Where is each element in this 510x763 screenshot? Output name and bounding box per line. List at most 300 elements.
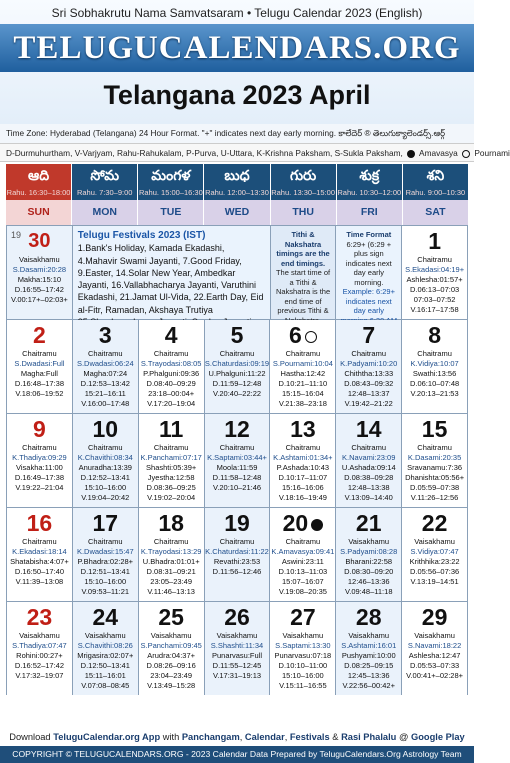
day-durmuhurtham: D.16:49–17:38 [14, 473, 65, 482]
day-time-2: 15:21–16:11 [84, 389, 126, 398]
day-cell-14[interactable] [336, 414, 402, 507]
day-nakshatra: Chiththa:13:33 [344, 369, 394, 378]
day-durmuhurtham: D.10:17–11:07 [278, 473, 328, 482]
day-month: Chaitramu [87, 443, 123, 452]
day-tithi: S.Navami:18:22 [407, 641, 462, 650]
day-month: Vaisakhamu [282, 631, 324, 640]
weekday-header-sat [403, 164, 468, 225]
day-nakshatra: Sravanamu:7:36 [407, 463, 463, 472]
day-nakshatra: Magha:Full [20, 369, 58, 378]
day-time-3: V.19:42–21:22 [344, 399, 393, 408]
download-pre: Download [9, 732, 51, 742]
day-durmuhurtham: D.12:53–13:42 [80, 379, 130, 388]
panchangam-text: Panchangam [181, 732, 240, 742]
day-time-2: D.08:36–09:25 [146, 483, 196, 492]
day-time-3: V.09:48–11:18 [344, 587, 393, 596]
day-number: 2 [33, 322, 46, 348]
day-number: 21 [355, 510, 382, 536]
day-durmuhurtham: D.10:13–11:03 [278, 567, 328, 576]
weekday-english: MON [72, 200, 137, 225]
at-text: @ [398, 732, 409, 742]
weekday-rahu: Rahu. 10:30–12:00 [337, 186, 402, 200]
weekday-telugu: శుక్ర [337, 164, 402, 186]
day-month: Vaisakhamu [19, 255, 60, 264]
weekday-header-sun [6, 164, 72, 225]
day-month: Chaitramu [417, 349, 452, 358]
day-nakshatra: Visakha:11:00 [16, 463, 63, 472]
day-time-2: V.13:19–14:51 [410, 577, 459, 586]
day-number: 7 [362, 322, 376, 348]
day-tithi: K.Trayodasi:13:29 [140, 547, 202, 556]
day-time-2: 15:16–16:06 [282, 483, 324, 492]
day-number: 11 [158, 416, 184, 442]
day-durmuhurtham: D.12:52–13:41 [80, 473, 130, 482]
day-nakshatra: Ashlesha:01:57+ [406, 275, 463, 284]
day-durmuhurtham: D.08:43–09:32 [344, 379, 394, 388]
day-number: 29 [421, 604, 448, 630]
weekday-english: FRI [337, 200, 402, 225]
day-nakshatra: U.Ashada:09:14 [341, 463, 396, 472]
day-nakshatra: U.Phalguni:11:22 [208, 369, 266, 378]
weekday-rahu: Rahu. 13:30–15:00 [271, 186, 336, 200]
day-number: 25 [158, 604, 184, 630]
day-durmuhurtham: D.12:50–13:41 [80, 661, 130, 670]
day-nakshatra: Anuradha:13:39 [78, 463, 132, 472]
day-tithi: S.Dwadasi:06:24 [76, 359, 134, 368]
day-time-2: 12:48–13:37 [347, 389, 390, 398]
time-format-text: 6:29+ (6:29 + plus sign indicates next day early morning. [345, 239, 392, 287]
festivals-list [73, 226, 270, 319]
day-cell-7[interactable] [336, 320, 402, 413]
day-durmuhurtham: D.08:38–09:28 [344, 473, 394, 482]
amp-text: & [332, 732, 339, 742]
time-format-title: Time Format [346, 230, 392, 239]
week-row-2 [6, 319, 468, 413]
day-number: 18 [158, 510, 184, 536]
day-time-2: V.11:39–13:08 [15, 577, 64, 586]
day-time-2: 23:04–23:49 [150, 671, 192, 680]
calendar-grid [6, 164, 468, 695]
day-tithi: K.Ekadasi:18:14 [12, 547, 67, 556]
day-durmuhurtham: D.05:56–07:36 [409, 567, 460, 576]
time-format-example: Example: 6:29+ indicates next day early [342, 287, 395, 315]
day-tithi: S.Vidiya:07:47 [410, 547, 459, 556]
day-time-3: V.09:53–11:21 [81, 587, 130, 596]
timezone-line: Time Zone: Hyderabad (Telangana) 24 Hour Format. "+" indicates next day early morning. కాలేదెర్ ® తెలుగుక్యాలెండర్స్.ఆర్గ్ [0, 124, 474, 143]
day-time-2: 12:46–13:36 [347, 577, 390, 586]
day-time-3: V.11:26–12:56 [410, 493, 459, 502]
day-durmuhurtham: D.11:56–12:46 [212, 567, 262, 576]
day-durmuhurtham: D.08:40–09:29 [146, 379, 196, 388]
weekday-rahu: Rahu. 7:30–9:00 [72, 186, 137, 200]
day-month: Vaisakhamu [414, 631, 455, 640]
day-time-3: V.19:04–20:42 [81, 493, 130, 502]
day-month: Chaitramu [285, 349, 321, 358]
day-cell-21[interactable] [336, 508, 402, 601]
day-time-2: 23:05–23:49 [150, 577, 192, 586]
legend-text: D-Durmuhurtham, V-Varjyam, Rahu-Rahukalam, P-Purva, U-Uttara, K-Krishna Paksham, S-Sukla Paksham, [6, 148, 403, 158]
weekday-english: SUN [6, 200, 71, 225]
day-cell-23[interactable] [6, 602, 73, 695]
day-time-2: V.17:32–19:07 [15, 671, 64, 680]
day-nakshatra: Punarvasu:07:18 [274, 651, 332, 660]
day-durmuhurtham: D.12:51–13:41 [80, 567, 130, 576]
weekday-header-fri [337, 164, 403, 225]
day-time-2: V.20:40–22:22 [212, 389, 262, 398]
day-tithi: K.Saptami:03:44+ [207, 453, 267, 462]
day-cell-3[interactable] [73, 320, 139, 413]
amavasya-icon [311, 519, 323, 531]
day-tithi: K.Ashtami:01:34+ [273, 453, 333, 462]
day-tithi: K.Chavithi:08:34 [77, 453, 133, 462]
weekday-header-thu [271, 164, 337, 225]
day-number: 3 [98, 322, 112, 348]
day-cell-29[interactable] [402, 602, 468, 695]
day-cell-20[interactable] [270, 508, 336, 601]
day-month: Chaitramu [285, 537, 321, 546]
day-tithi: K.Chaturdasi:11:22 [205, 547, 269, 556]
weekday-telugu: సోమ [72, 164, 137, 186]
festivals-title: Telugu Festivals 2023 (IST) [77, 230, 206, 241]
time-format-box [336, 226, 402, 319]
day-number: 4 [164, 322, 178, 348]
weekday-header-row [6, 164, 468, 225]
day-cell-18[interactable] [139, 508, 205, 601]
festivals-text: 1.Bank's Holiday, Kamada Ekadashi, 4.Mahavir Swami Jayanti, 7.Good Friday, 9.Easter, 14.Solar New Year, Ambedkar Jayanti, 16.Vallabhacharya Jayanti, Varuthini Ekadashi, 21.Jamat Ul-Vida, 22.Earth Day, Eid al-Fitr, Ramadan, Akshaya Trutiya [77, 243, 264, 315]
day-tithi: S.Chaturdasi:09:19 [204, 359, 270, 368]
day-month: Chaitramu [219, 443, 255, 452]
week-row-4 [6, 507, 468, 601]
day-tithi: S.Padyami:08:28 [340, 547, 398, 556]
weekday-rahu: Rahu. 15:00–16:30 [138, 186, 203, 200]
day-month: Chaitramu [153, 349, 189, 358]
day-month: Vaisakhamu [348, 537, 390, 546]
day-durmuhurtham: D.16:52–17:42 [14, 661, 65, 670]
day-time-2: 12:45–13:36 [347, 671, 390, 680]
day-time-3: V.19:02–20:04 [147, 493, 196, 502]
day-time-3: V.18:16–19:49 [278, 493, 327, 502]
weekday-english: TUE [138, 200, 203, 225]
day-nakshatra: Punarvasu:Full [211, 651, 263, 660]
day-month: Vaisakhamu [19, 631, 60, 640]
day-number: 9 [33, 416, 46, 442]
day-number: 22 [421, 510, 448, 536]
weekday-english: WED [204, 200, 269, 225]
day-month: Chaitramu [87, 349, 123, 358]
day-tithi: S.Saptami:13:30 [275, 641, 331, 650]
day-durmuhurtham: Dhanishta:05:56+ [405, 473, 465, 482]
google-play-link[interactable]: Google Play [411, 732, 465, 742]
day-cell-19[interactable] [205, 508, 271, 601]
weeks-container [6, 319, 468, 695]
day-cell-25[interactable] [139, 602, 205, 695]
day-time-2: 15:10–16:00 [282, 671, 324, 680]
day-nakshatra: Krithhika:23:22 [409, 557, 460, 566]
day-nakshatra: Pushyami:10:00 [341, 651, 396, 660]
day-month: Vaisakhamu [348, 631, 390, 640]
day-number: 15 [421, 416, 448, 442]
day-tithi: K.Panchami:07:17 [140, 453, 202, 462]
day-tithi: K.Amavasya:09:41 [271, 547, 335, 556]
day-time-2: 15:07–16:07 [282, 577, 324, 586]
day-nakshatra: Aswini:23:11 [281, 557, 324, 566]
week-row-1 [6, 225, 468, 319]
day-number: 1 [428, 228, 441, 254]
rasi-text: Rasi Phalalu [341, 732, 397, 742]
weekday-header-wed [204, 164, 270, 225]
day-time-2: V.17:31–19:13 [212, 671, 262, 680]
day-durmuhurtham: D.11:59–12:48 [212, 379, 262, 388]
day-cell-5[interactable] [205, 320, 271, 413]
day-time-2: V.19:22–21:04 [15, 483, 64, 492]
legend-line [0, 143, 510, 162]
day-time-3: V.22:56–00:42+ [342, 681, 395, 690]
day-tithi: S.Shashti:11:34 [210, 641, 264, 650]
day-nakshatra: Shashti:05:39+ [146, 463, 197, 472]
day-time-3: V.11:46–13:13 [147, 587, 195, 596]
day-durmuhurtham: D.08:30–09:20 [344, 567, 394, 576]
day-durmuhurtham: Jyestha:12:58 [147, 473, 195, 482]
day-month: Chaitramu [22, 443, 57, 452]
app-link[interactable]: TeluguCalendar.org App [53, 732, 161, 742]
day-month: Chaitramu [153, 443, 189, 452]
day-number: 13 [290, 416, 316, 442]
day-varjyam: V.16:17–17:58 [410, 305, 459, 314]
time-format-note [336, 226, 401, 319]
day-durmuhurtham: D.10:21–11:10 [278, 379, 328, 388]
day-nakshatra: U.Bhadra:01:01+ [142, 557, 200, 566]
day-tithi: S.Dwadasi:Full [14, 359, 65, 368]
prev-small-number: 19 [11, 230, 22, 240]
day-nakshatra: Rohini:00:27+ [16, 651, 63, 660]
day-durmuhurtham: D.16:50–17:40 [14, 567, 65, 576]
day-number: 14 [355, 416, 382, 442]
festivals-text-footer: Festivals [289, 732, 330, 742]
day-tithi: K.Dasami:20:35 [407, 453, 462, 462]
day-nakshatra: Swathi:13:56 [412, 369, 457, 378]
pournami-icon [462, 150, 470, 158]
day-time-2: 15:15–16:04 [282, 389, 324, 398]
day-tithi: S.Panchami:09:45 [140, 641, 202, 650]
legend-pournami: Pournami [474, 148, 510, 158]
day-nakshatra: P.Phalguni:09:36 [143, 369, 200, 378]
day-durmuhurtham: D.16:55–17:42 [14, 285, 64, 294]
day-time-2: 23:18–00:04+ [148, 389, 195, 398]
day-durmuhurtham-2: 07:03–07:52 [413, 295, 456, 304]
day-cell-24[interactable] [73, 602, 139, 695]
week-row-5 [6, 601, 468, 695]
day-cell-26[interactable] [205, 602, 271, 695]
day-time-3: V.07:08–08:45 [81, 681, 130, 690]
day-number: 17 [92, 510, 119, 536]
day-time-2: V.20:13–21:53 [410, 389, 459, 398]
weekday-rahu: Rahu. 16:30–18:00 [6, 186, 71, 200]
day-month: Chaitramu [417, 443, 452, 452]
day-cell-6[interactable] [270, 320, 336, 413]
day-number: 10 [92, 416, 119, 442]
day-cell-16[interactable] [6, 508, 73, 601]
day-number: 5 [230, 322, 244, 348]
day-time-2: D.05:59–07:38 [409, 483, 460, 492]
day-cell-13[interactable] [270, 414, 336, 507]
day-number: 12 [224, 416, 250, 442]
calendar-text: Calendar [244, 732, 285, 742]
day-nakshatra: Revathi:23:53 [213, 557, 261, 566]
day-time-2: 15:10–16:00 [84, 483, 127, 492]
page-title: Telangana 2023 April [103, 80, 371, 110]
day-durmuhurtham: D.08:25–09:15 [344, 661, 394, 670]
legend-amavasya: Amavasya [419, 148, 458, 158]
day-nakshatra: Hastha:12:42 [280, 369, 326, 378]
day-cell-8[interactable] [402, 320, 468, 413]
day-time-3: V.19:08–20:35 [278, 587, 327, 596]
day-durmuhurtham: D.11:58–12:48 [212, 473, 262, 482]
day-nakshatra: Ashlesha:12:47 [408, 651, 461, 660]
day-time-2: 12:48–13:38 [347, 483, 390, 492]
day-durmuhurtham: D.16:48–17:38 [14, 379, 65, 388]
day-durmuhurtham: D.05:53–07:33 [409, 661, 460, 670]
day-cell-12[interactable] [205, 414, 271, 507]
copyright-bar: COPYRIGHT © TELUGUCALENDARS.ORG - 2023 Calendar Data Prepared by TeluguCalendars.Org Astrology Team [0, 746, 474, 763]
day-month: Chaitramu [417, 255, 452, 264]
day-nakshatra: P.Bhadra:02:28+ [77, 557, 134, 566]
day-cell-1[interactable] [402, 226, 468, 319]
festivals-box [73, 226, 271, 319]
download-line: Download TeluguCalendar.org App with Panchangam, Calendar, Festivals & Rasi Phalalu @ Google Play [9, 732, 465, 742]
day-nakshatra: Bharani:22:58 [345, 557, 393, 566]
day-tithi: K.Thadiya:09:29 [12, 453, 67, 462]
weekday-telugu: ఆది [6, 164, 71, 186]
day-nakshatra: P.Ashada:10:43 [276, 463, 330, 472]
day-month: Chaitramu [22, 537, 57, 546]
weekday-header-mon [72, 164, 138, 225]
day-time-2: V.18:06–19:52 [15, 389, 64, 398]
day-number: 23 [26, 604, 53, 630]
day-cell-11[interactable] [139, 414, 205, 507]
day-cell-prev-30[interactable] [6, 226, 73, 319]
day-month: Vaisakhamu [150, 631, 192, 640]
day-cell-10[interactable] [73, 414, 139, 507]
weekday-header-tue [138, 164, 204, 225]
day-time-2: V.00:41+–02:28+ [406, 671, 464, 680]
day-time-2: 15:11–16:01 [84, 671, 126, 680]
day-tithi: S.Ekadasi:04:19+ [405, 265, 465, 274]
day-month: Chaitramu [87, 537, 123, 546]
day-tithi: S.Dasami:20:28 [12, 265, 67, 274]
weekday-english: SAT [403, 200, 468, 225]
day-month: Vaisakhamu [216, 631, 258, 640]
day-nakshatra: Magha:07:24 [83, 369, 128, 378]
tithi-note-title: Tithi & Nakshatra timings are the end timings. [276, 230, 330, 268]
day-time-2: V.20:10–21:46 [212, 483, 262, 492]
day-tithi: S.Trayodasi:08:05 [140, 359, 202, 368]
day-cell-17[interactable] [73, 508, 139, 601]
weekday-telugu: గురు [271, 164, 336, 186]
day-month: Chaitramu [351, 349, 387, 358]
day-nakshatra: Makha:15:10 [17, 275, 62, 284]
day-tithi: S.Pournami:10:04 [272, 359, 333, 368]
samvatsaram-line: Sri Sobhakrutu Nama Samvatsaram • Telugu Calendar 2023 (English) [51, 6, 423, 20]
day-cell-28[interactable] [336, 602, 402, 695]
day-varjyam: V.00:17+–02:03+ [10, 295, 68, 304]
weekday-telugu: మంగళ [138, 164, 203, 186]
day-month: Chaitramu [351, 443, 387, 452]
day-nakshatra: Moola:11:59 [216, 463, 258, 472]
day-month: Chaitramu [153, 537, 189, 546]
day-month: Vaisakhamu [84, 631, 126, 640]
weekday-english: THU [271, 200, 336, 225]
day-durmuhurtham: D.06:10–07:48 [409, 379, 460, 388]
day-durmuhurtham: D.08:31–09:21 [146, 567, 196, 576]
amavasya-icon [407, 150, 415, 158]
tithi-note-box [271, 226, 337, 319]
pournami-icon [305, 331, 317, 343]
day-nakshatra: Shatabisha:4:07+ [10, 557, 69, 566]
day-time-3: V.17:20–19:04 [147, 399, 196, 408]
week-row-3 [6, 413, 468, 507]
weekday-telugu: బుధ [204, 164, 269, 186]
weekday-rahu: Rahu. 9:00–10:30 [403, 186, 468, 200]
day-month: Chaitramu [22, 349, 57, 358]
with-text: with [162, 732, 180, 742]
day-cell-15[interactable] [402, 414, 468, 507]
day-time-2: 15:10–16:00 [84, 577, 127, 586]
day-number: 24 [92, 604, 119, 630]
day-time-3: V.15:11–16:55 [279, 681, 327, 690]
day-month: Chaitramu [219, 349, 255, 358]
site-title[interactable]: TELUGUCALENDARS.ORG [13, 30, 461, 66]
day-time-3: V.21:38–23:18 [278, 399, 327, 408]
day-durmuhurtham: D.08:26–09:16 [146, 661, 196, 670]
tithi-note [271, 226, 336, 319]
day-tithi: K.Vidiya:10:07 [410, 359, 459, 368]
day-tithi: K.Dwadasi:15:47 [76, 547, 134, 556]
day-number: 19 [224, 510, 250, 536]
day-tithi: S.Thadiya:07:47 [12, 641, 67, 650]
day-tithi: S.Chavithi:08:26 [77, 641, 133, 650]
day-nakshatra: Arudra:04:37+ [147, 651, 196, 660]
day-tithi: S.Ashtami:16:01 [341, 641, 397, 650]
day-durmuhurtham: D.06:13–07:03 [409, 285, 460, 294]
day-tithi: K.Padyami:10:20 [340, 359, 398, 368]
weekday-rahu: Rahu. 12:00–13:30 [204, 186, 269, 200]
day-durmuhurtham: D.11:55–12:45 [212, 661, 262, 670]
day-number: 16 [26, 510, 53, 536]
day-number: 20 [270, 510, 335, 536]
day-cell-27[interactable] [270, 602, 336, 695]
tithi-note-text: The start time of a Tithi & Nakshatra is the end time of previous Tithi & [275, 268, 331, 315]
day-month: Chaitramu [285, 443, 321, 452]
day-number: 27 [290, 604, 316, 630]
day-number: 8 [428, 322, 441, 348]
day-cell-9[interactable] [6, 414, 73, 507]
day-number: 26 [224, 604, 250, 630]
day-number: 30 [28, 230, 51, 252]
day-number: 28 [355, 604, 382, 630]
day-cell-4[interactable] [139, 320, 205, 413]
weekday-telugu: శని [403, 164, 468, 186]
day-nakshatra: Mrigasira:02:07+ [77, 651, 134, 660]
day-time-3: V.13:49–15:28 [147, 681, 196, 690]
day-time-3: V.16:00–17:48 [81, 399, 130, 408]
day-month: Vaisakhamu [414, 537, 455, 546]
day-cell-2[interactable] [6, 320, 73, 413]
day-number: 6 [270, 322, 335, 348]
day-month: Chaitramu [219, 537, 255, 546]
day-tithi: K.Navami:23:09 [342, 453, 396, 462]
day-durmuhurtham: D.10:10–11:00 [278, 661, 328, 670]
day-cell-22[interactable] [402, 508, 468, 601]
